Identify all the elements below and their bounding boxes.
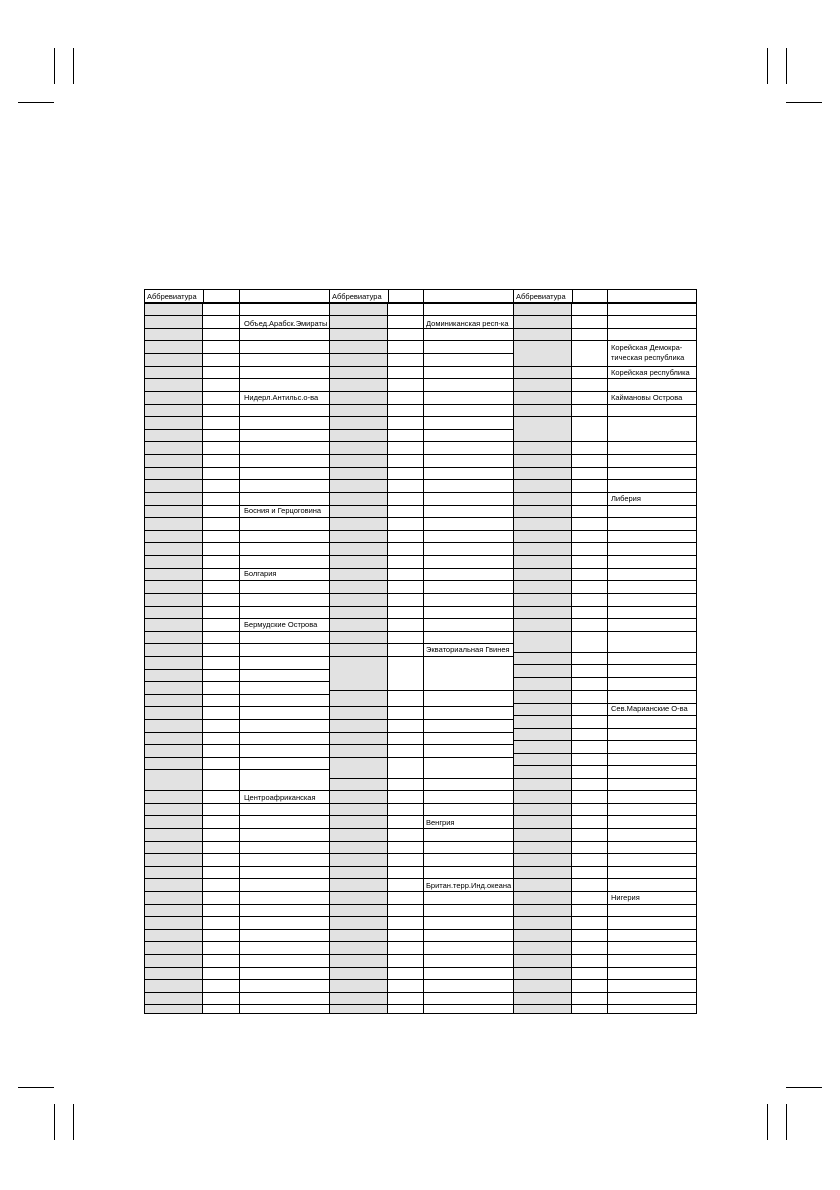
row-line xyxy=(330,404,513,405)
row-line xyxy=(330,542,513,543)
row-line xyxy=(145,429,329,430)
row-line xyxy=(145,916,329,917)
row-line xyxy=(145,681,329,682)
row-line xyxy=(145,631,329,632)
row-line xyxy=(514,1004,696,1005)
row-line xyxy=(145,404,329,405)
country-name: Болгария xyxy=(244,569,277,578)
row-line xyxy=(330,719,513,720)
row-line xyxy=(514,542,696,543)
abbreviation-header: Аббревиатура xyxy=(516,292,566,301)
row-line xyxy=(514,328,696,329)
row-line xyxy=(330,967,513,968)
row-line xyxy=(330,568,513,569)
country-name: Объед.Арабск.Эмираты xyxy=(244,319,328,328)
row-line xyxy=(330,530,513,531)
row-line xyxy=(330,580,513,581)
row-line xyxy=(330,1004,513,1005)
row-line xyxy=(145,669,329,670)
row-line xyxy=(145,891,329,892)
row-line xyxy=(330,303,513,304)
row-line xyxy=(514,505,696,506)
row-line xyxy=(330,340,513,341)
row-line xyxy=(514,891,696,892)
row-line xyxy=(330,815,513,816)
row-line xyxy=(514,517,696,518)
row-line xyxy=(514,467,696,468)
country-name: Экваториальная Гвинея xyxy=(426,645,510,654)
row-line xyxy=(145,568,329,569)
row-line xyxy=(514,828,696,829)
row-line xyxy=(330,441,513,442)
row-line xyxy=(330,757,513,758)
row-line xyxy=(145,878,329,879)
row-line xyxy=(145,744,329,745)
row-line xyxy=(330,732,513,733)
row-line xyxy=(145,530,329,531)
row-line xyxy=(145,954,329,955)
row-line xyxy=(145,904,329,905)
country-name: Центроафриканская xyxy=(244,793,316,802)
row-line xyxy=(145,853,329,854)
row-line xyxy=(145,803,329,804)
abbreviation-cells xyxy=(145,303,203,1013)
row-line xyxy=(330,517,513,518)
row-line xyxy=(330,866,513,867)
column-header xyxy=(514,290,696,303)
row-line xyxy=(145,517,329,518)
row-line xyxy=(514,778,696,779)
divider xyxy=(388,290,389,303)
column-header xyxy=(330,290,513,303)
row-line xyxy=(330,941,513,942)
row-line xyxy=(514,954,696,955)
country-name: Доминиканская респ-ка xyxy=(426,319,509,328)
country-name: Нидерл.Антильс.о-ва xyxy=(244,393,319,402)
row-line xyxy=(330,618,513,619)
row-line xyxy=(514,652,696,653)
row-line xyxy=(330,929,513,930)
row-line xyxy=(514,416,696,417)
row-line xyxy=(514,992,696,993)
crop-mark-bottom-right-h xyxy=(786,1087,822,1088)
row-line xyxy=(514,441,696,442)
row-line xyxy=(330,555,513,556)
row-line xyxy=(145,941,329,942)
country-name: Корейская республика xyxy=(611,368,690,377)
row-line xyxy=(330,429,513,430)
row-line xyxy=(514,815,696,816)
divider xyxy=(203,290,204,303)
row-line xyxy=(145,340,329,341)
row-line xyxy=(330,391,513,392)
column-header xyxy=(145,290,329,303)
country-name: Либерия xyxy=(611,494,641,503)
abbreviation-cells xyxy=(330,303,388,1013)
row-line xyxy=(145,416,329,417)
crop-mark-top-right-h xyxy=(786,102,822,103)
row-line xyxy=(514,841,696,842)
row-line xyxy=(514,492,696,493)
row-line xyxy=(514,853,696,854)
row-line xyxy=(145,366,329,367)
row-line xyxy=(514,803,696,804)
row-line xyxy=(330,891,513,892)
crop-mark-top-left-v2 xyxy=(73,48,74,84)
row-line xyxy=(514,340,696,341)
country-name: Нигерия xyxy=(611,893,640,902)
row-line xyxy=(330,479,513,480)
row-line xyxy=(145,606,329,607)
table-column-1 xyxy=(144,289,330,1014)
row-line xyxy=(514,765,696,766)
row-line xyxy=(514,904,696,905)
crop-mark-bottom-left-v1 xyxy=(54,1104,55,1140)
row-line xyxy=(145,555,329,556)
row-line xyxy=(145,719,329,720)
country-name: Венгрия xyxy=(426,818,455,827)
row-line xyxy=(330,492,513,493)
row-line xyxy=(145,732,329,733)
row-line xyxy=(514,303,696,304)
row-line xyxy=(330,841,513,842)
row-line xyxy=(514,979,696,980)
row-line xyxy=(145,467,329,468)
table-column-3 xyxy=(513,289,697,1014)
row-line xyxy=(514,580,696,581)
row-line xyxy=(330,315,513,316)
row-line xyxy=(514,555,696,556)
row-line xyxy=(514,677,696,678)
row-line xyxy=(330,505,513,506)
row-line xyxy=(145,441,329,442)
row-line xyxy=(514,606,696,607)
row-line xyxy=(145,841,329,842)
row-line xyxy=(330,416,513,417)
country-name: Каймановы Острова xyxy=(611,393,683,402)
abbreviation-header: Аббревиатура xyxy=(147,292,197,301)
row-line xyxy=(330,954,513,955)
row-line xyxy=(145,580,329,581)
row-line xyxy=(330,790,513,791)
row-line xyxy=(145,706,329,707)
crop-mark-bottom-right-v2 xyxy=(786,1104,787,1140)
crop-mark-top-right-v1 xyxy=(767,48,768,84)
row-line xyxy=(145,492,329,493)
row-line xyxy=(514,315,696,316)
row-line xyxy=(514,941,696,942)
row-line xyxy=(514,728,696,729)
row-line xyxy=(514,454,696,455)
row-line xyxy=(514,618,696,619)
row-line xyxy=(145,303,329,304)
row-line xyxy=(330,606,513,607)
row-line xyxy=(330,778,513,779)
crop-mark-top-left-v1 xyxy=(54,48,55,84)
country-name: Британ.терр.Инд.океана xyxy=(426,881,512,890)
row-line xyxy=(330,467,513,468)
row-line xyxy=(145,656,329,657)
row-line xyxy=(145,979,329,980)
row-line xyxy=(330,631,513,632)
row-line xyxy=(330,803,513,804)
row-line xyxy=(145,542,329,543)
row-line xyxy=(145,694,329,695)
row-line xyxy=(330,979,513,980)
row-line xyxy=(330,706,513,707)
row-line xyxy=(330,853,513,854)
row-line xyxy=(330,353,513,354)
row-line xyxy=(330,916,513,917)
row-line xyxy=(145,815,329,816)
row-line xyxy=(145,866,329,867)
row-line xyxy=(145,479,329,480)
row-line xyxy=(514,378,696,379)
row-line xyxy=(514,916,696,917)
abbreviation-header: Аббревиатура xyxy=(332,292,382,301)
row-line xyxy=(514,878,696,879)
row-line xyxy=(330,378,513,379)
row-line xyxy=(514,404,696,405)
divider xyxy=(572,290,573,303)
row-line xyxy=(330,744,513,745)
row-line xyxy=(330,878,513,879)
row-line xyxy=(514,967,696,968)
row-line xyxy=(145,967,329,968)
row-line xyxy=(514,929,696,930)
row-line xyxy=(514,631,696,632)
row-line xyxy=(145,1004,329,1005)
crop-mark-top-right-v2 xyxy=(786,48,787,84)
row-line xyxy=(514,593,696,594)
crop-mark-bottom-right-v1 xyxy=(767,1104,768,1140)
row-line xyxy=(330,828,513,829)
row-line xyxy=(514,866,696,867)
crop-mark-top-left-h xyxy=(18,102,54,103)
row-line xyxy=(330,656,513,657)
row-line xyxy=(145,454,329,455)
country-name: Бермудские Острова xyxy=(244,620,318,629)
row-line xyxy=(514,479,696,480)
row-line xyxy=(514,664,696,665)
row-line xyxy=(145,769,329,770)
row-line xyxy=(330,366,513,367)
row-line xyxy=(514,790,696,791)
row-line xyxy=(330,690,513,691)
country-name: Корейская Демокра- xyxy=(611,343,683,352)
row-line xyxy=(514,568,696,569)
row-line xyxy=(145,643,329,644)
row-line xyxy=(514,715,696,716)
row-line xyxy=(514,690,696,691)
row-line xyxy=(145,929,329,930)
row-line xyxy=(145,992,329,993)
row-line xyxy=(145,315,329,316)
row-line xyxy=(145,353,329,354)
row-line xyxy=(514,530,696,531)
row-line xyxy=(330,593,513,594)
row-line xyxy=(145,828,329,829)
crop-mark-bottom-left-h xyxy=(18,1087,54,1088)
row-line xyxy=(330,454,513,455)
crop-mark-bottom-left-v2 xyxy=(73,1104,74,1140)
row-line xyxy=(145,790,329,791)
row-line xyxy=(145,757,329,758)
row-line xyxy=(514,753,696,754)
country-name: Сев.Марианские О-ва xyxy=(611,704,688,713)
abbreviation-cells xyxy=(514,303,572,1013)
country-name: тическая республика xyxy=(611,353,685,362)
row-line xyxy=(145,378,329,379)
row-line xyxy=(145,593,329,594)
row-line xyxy=(330,904,513,905)
row-line xyxy=(514,740,696,741)
row-line xyxy=(330,992,513,993)
table-column-2 xyxy=(329,289,514,1014)
country-name: Босния и Герцоговина xyxy=(244,506,322,515)
